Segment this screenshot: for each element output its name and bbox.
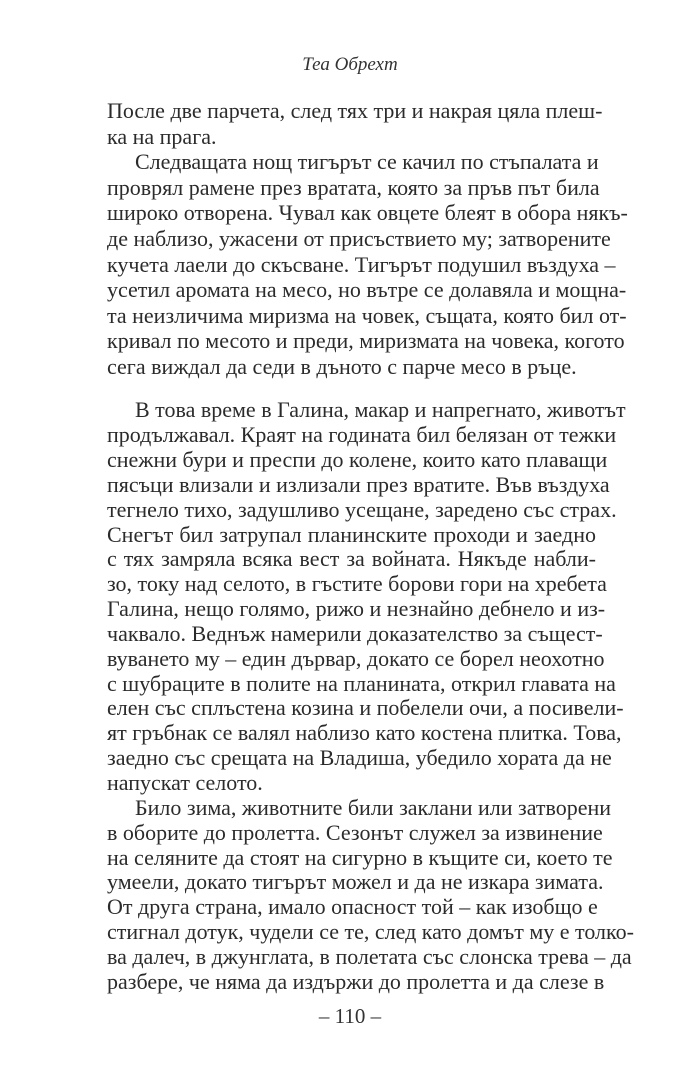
text-line: ят гръбнак се валял наблизо като костена плитка. Това, [107,720,622,745]
text-line: с шубраците в полите на планината, открил главата на [107,671,616,696]
text-line: продължавал. Краят на годината бил белязан от тежки [107,422,617,447]
text-line: зо, току над селото, в гъстите борови гори на хребета [107,571,607,596]
text-line: кучета лаели до скъсване. Тигърът подушил въздуха – [107,252,616,277]
text-line: Галина, нещо голямо, рижо и незнайно дебнело и из- [107,596,606,621]
text-line: вуването му – един дървар, докато се борел неохотно [107,646,605,671]
text-line: умеели, докато тигърът можел и да не изкара зимата. [107,869,604,894]
text-line: широко отворена. Чувал как овцете блеят в обора някъ- [107,200,628,225]
text-line: Снегът бил затрупал планинските проходи и заедно [107,522,596,547]
text-line: пясъци влизали и излизали през вратите. Във въздуха [107,472,610,497]
text-line: та неизличима миризма на човек, същата, която бил от- [107,303,627,328]
text-line: сега виждал да седи в дъното с парче месо в ръце. [107,354,577,379]
page-number: – 110 – [318,1004,382,1028]
text-line: ка на прага. [107,124,217,149]
running-header: Теа Обрехт [302,54,398,75]
text-line: От друга страна, имало опасност той – как изобщо е [107,894,598,919]
text-line: де наблизо, ужасени от присъствието му; затворените [107,226,611,251]
text-line: с тях замряла всяка вест за войната. Някъде набли- [107,546,596,571]
text-line: ва далеч, в джунглата, в полетата със слонска трева – да [107,944,632,969]
text-line: кривал по месото и преди, миризмата на човека, когото [107,328,625,353]
text-line: проврял рамене през вратата, която за пръв път била [107,175,600,200]
text-line: елен със сплъстена козина и побелели очи, а посивели- [107,695,624,720]
text-line: В това време в Галина, макар и напрегнато, животът [135,397,626,422]
text-line: разбере, че няма да издържи до пролетта и да слезе в [107,969,605,994]
text-line: Следващата нощ тигърът се качил по стъпалата и [135,149,599,174]
text-line: тегнело тихо, задушливо усещане, заредено със страх. [107,497,617,522]
text-line: в оборите до пролетта. Сезонът служел за извинение [107,820,603,845]
text-line: усетил аромата на месо, но вътре се долавяла и мощна- [107,277,627,302]
text-line: снежни бури и преспи до колене, които като плаващи [107,447,608,472]
text-line: заедно със срещата на Владиша, убедило хората да не [107,745,612,770]
text-line: напускат селото. [107,770,263,795]
text-line: на селяните да стоят на сигурно в къщите си, което те [107,845,613,870]
text-line: стигнал дотук, чудели се те, след като домът му е толко- [107,919,634,944]
text-line: После две парчета, след тях три и накрая цяла плеш- [107,98,603,123]
text-line: Било зима, животните били заклани или затворени [135,795,612,820]
text-line: чаквало. Веднъж намерили доказателство за същест- [107,621,603,646]
